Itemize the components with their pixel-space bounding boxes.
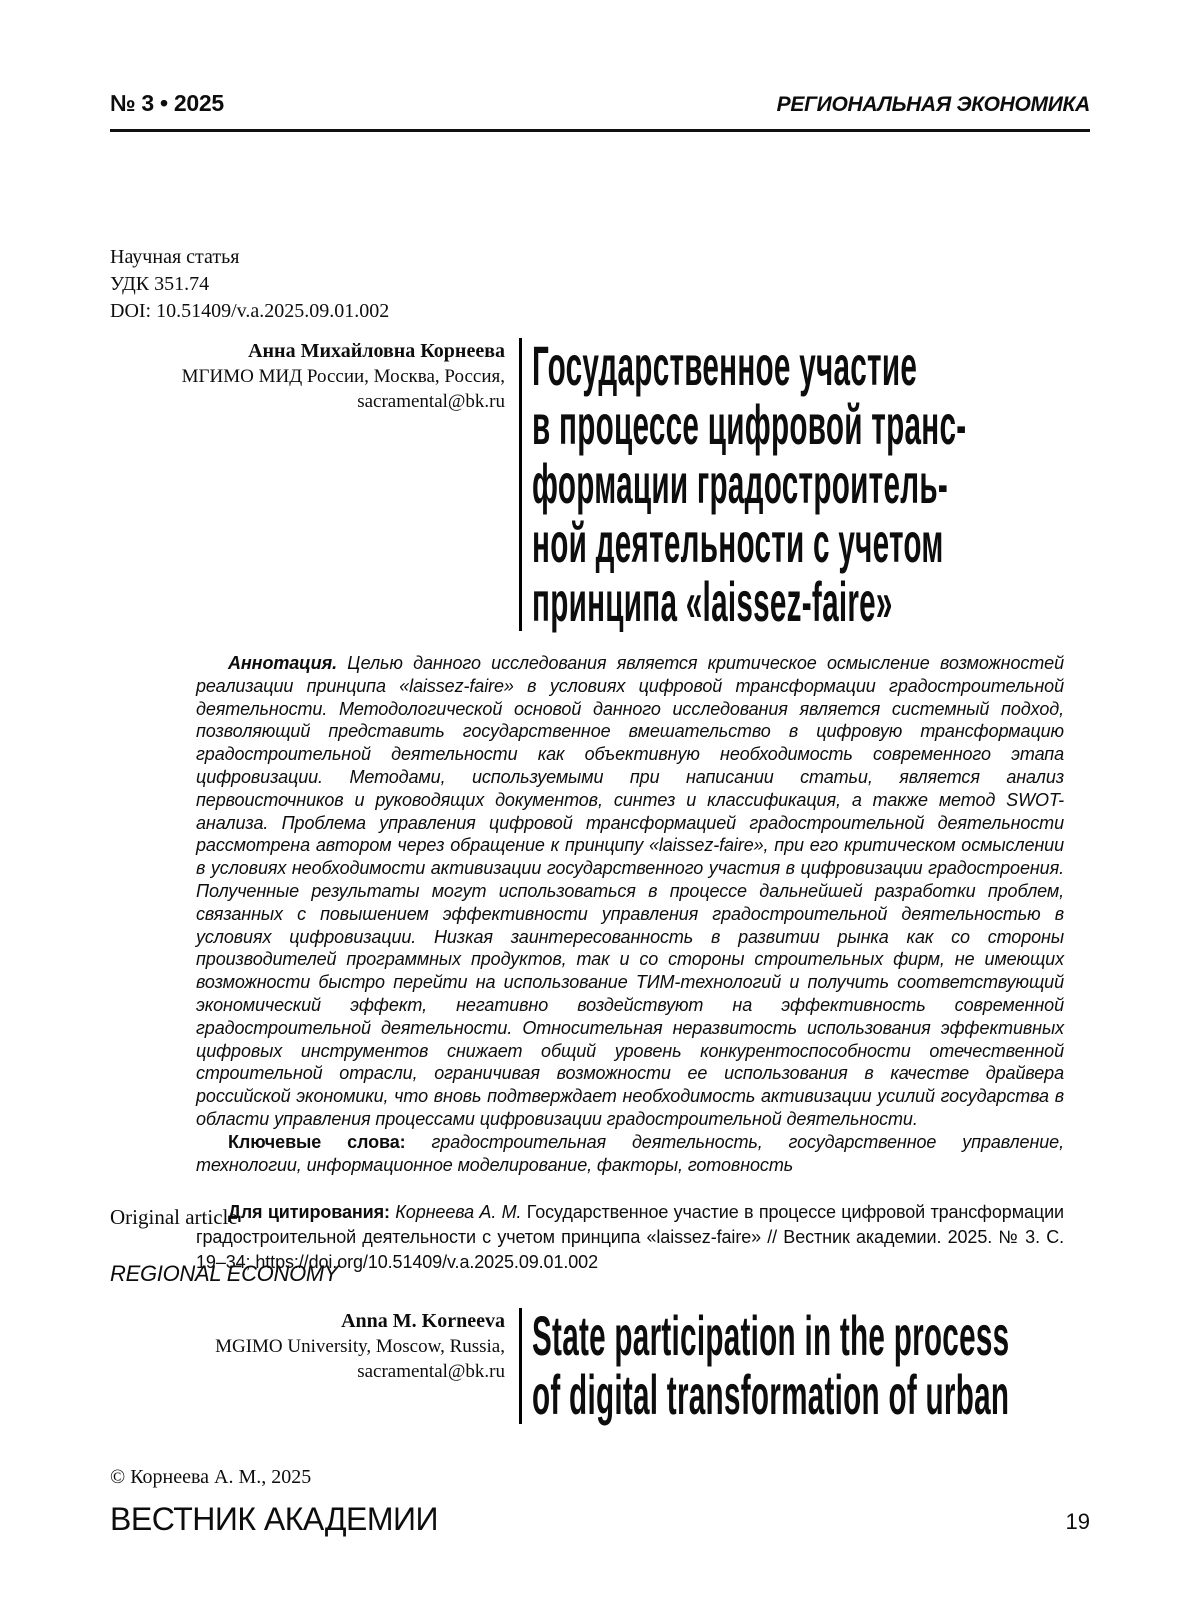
citation-text: Государственное участие в процессе цифровой трансформации градостроительной деятельности с учетом принципа «laissez-faire» // Вестник академии. 2025. № 3. С. 19–34; https://doi.org/10.51409/v.a.2025.09.01.002 bbox=[196, 1202, 1065, 1272]
running-head-section: РЕГИОНАЛЬНАЯ ЭКОНОМИКА bbox=[776, 93, 1090, 116]
header-rule bbox=[110, 129, 1090, 132]
article-meta bbox=[110, 244, 389, 325]
en-author-name: Anna M. Korneeva bbox=[341, 1310, 505, 1332]
title-divider-bar bbox=[519, 338, 522, 631]
page-footer bbox=[110, 1501, 1090, 1538]
article-type: Научная статья bbox=[110, 246, 240, 268]
ru-author-block bbox=[110, 336, 505, 631]
keywords-paragraph bbox=[196, 1131, 1064, 1177]
page-number: 19 bbox=[1065, 1509, 1090, 1534]
en-article-head bbox=[110, 1306, 1110, 1424]
abstract-block bbox=[196, 652, 1064, 1274]
citation-author: Корнеева А. М. bbox=[395, 1202, 522, 1223]
journal-name: ВЕСТНИК АКАДЕМИИ bbox=[110, 1501, 438, 1537]
ru-article-head bbox=[110, 336, 1110, 631]
ru-title-line: ной деятельности с учетом bbox=[532, 511, 944, 574]
keywords-text: градостроительная деятельность, государственное управление, технологии, информационное моделирование, факторы, готовность bbox=[196, 1131, 1064, 1175]
page-header bbox=[110, 90, 1090, 117]
keywords-label: Ключевые слова: bbox=[228, 1131, 406, 1152]
regional-economy-label: REGIONAL ECONOMY bbox=[110, 1261, 339, 1286]
ru-title bbox=[532, 336, 1200, 631]
ru-title-line: принципа «laissez-faire» bbox=[532, 570, 893, 633]
original-article-label: Original article bbox=[110, 1205, 238, 1229]
udk-code: УДК 351.74 bbox=[110, 273, 210, 295]
title-divider-bar bbox=[519, 1308, 522, 1424]
en-title-line: of digital transformation of urban bbox=[532, 1363, 1010, 1426]
en-author-affiliation: MGIMO University, Moscow, Russia, bbox=[215, 1336, 505, 1357]
abstract-paragraph bbox=[196, 652, 1064, 1131]
citation-label: Для цитирования: bbox=[228, 1202, 390, 1223]
ru-author-name: Анна Михайловна Корнеева bbox=[248, 340, 505, 362]
issue-number: № 3 • 2025 bbox=[110, 90, 224, 116]
en-title-line: State participation in the process bbox=[532, 1304, 1010, 1367]
en-author-block bbox=[110, 1306, 505, 1424]
ru-author-email: sacramental@bk.ru bbox=[357, 391, 505, 412]
ru-title-line: формации градостроитель- bbox=[532, 452, 949, 515]
en-title bbox=[532, 1306, 1200, 1424]
copyright-line: © Корнеева А. М., 2025 bbox=[110, 1466, 312, 1488]
doi: DOI: 10.51409/v.a.2025.09.01.002 bbox=[110, 300, 390, 322]
en-author-email: sacramental@bk.ru bbox=[357, 1361, 505, 1382]
ru-title-line: Государственное участие bbox=[532, 334, 918, 397]
abstract-text: Целью данного исследования является критическое осмысление возможностей реализации принципа «laissez-faire» в условиях цифровой трансформации градостроительной деятельности. Методологической основой данного исследования является системный подход, позволяющий представить государственное вмешательство в цифровую трансформацию градостроительной деятельности как объективную необходимость современного этапа цифровизации. Методами, используемыми при написании статьи, является анализ первоисточников и руководящих документов, синтез и классификация, а также метод SWOT-анализа. Проблема управления цифровой трансформацией градостроительной деятельности рассмотрена автором через обращение к принципу «laissez-faire», при его критическом осмыслении в условиях необходимости активизации государственного участия в цифровизации градостроения. Полученные результаты могут использоваться в процессе дальнейшей разработки проблем, связанных с повышением эффективности управления градостроительной деятельностью в условиях цифровизации. Низкая заинтересованность в развитии рынка как со стороны производителей программных продуктов, так и со стороны строительных фирм, не имеющих возможности быстро перейти на использование ТИМ-технологий и получить соответствующий экономический эффект, негативно воздействуют на эффективность современной градостроительной деятельности. Относительная неразвитость использования эффективных цифровых инструментов снижает общий уровень конкурентоспособности отечественной строительной отрасли, ограничивая возможности ее использования в качестве драйвера российской экономики, что вновь подтверждает необходимость активизации усилий государства в области управления процессами цифровизации градостроительной деятельности. bbox=[196, 653, 1065, 1129]
ru-author-affiliation: МГИМО МИД России, Москва, Россия, bbox=[181, 366, 505, 387]
abstract-label: Аннотация. bbox=[228, 653, 337, 673]
ru-title-line: в процессе цифровой транс- bbox=[532, 393, 967, 456]
